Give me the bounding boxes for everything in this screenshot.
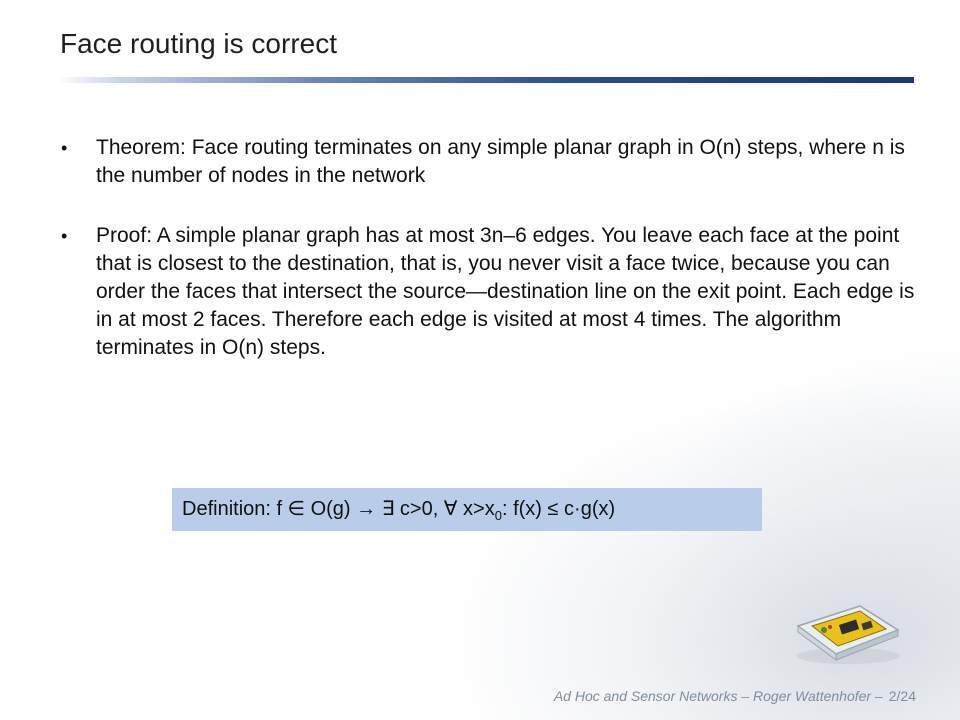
footer-course: Ad Hoc and Sensor Networks – Roger Wattenhofer – bbox=[553, 688, 883, 704]
bullet-proof bbox=[56, 222, 916, 362]
sensor-node-image bbox=[790, 596, 902, 666]
slide-title: Face routing is correct bbox=[60, 28, 337, 59]
bullet-marker: • bbox=[61, 226, 68, 246]
bullet-list bbox=[56, 134, 916, 362]
slide-footer bbox=[554, 688, 916, 704]
title-underline bbox=[56, 77, 914, 83]
definition-box bbox=[172, 488, 762, 531]
bullet-text: Theorem: Face routing terminates on any simple planar graph in O(n) steps, where n is the number of nodes in the network bbox=[96, 136, 905, 187]
bullet-theorem bbox=[56, 134, 916, 190]
bullet-text: Proof: A simple planar graph has at most 3n–6 edges. You leave each face at the point that is closest to the destination, that is, you never visit a face twice, because you can order the faces that intersect the source—destination line on the exit point. Each edge is in at most 2 faces. Therefore each edge is visited at most 4 times. The algorithm terminates in O(n) steps. bbox=[96, 224, 915, 359]
definition-prefix: Definition: f ∈ O(g) → ∃ c>0, ∀ x>x bbox=[182, 498, 495, 520]
definition-suffix: : f(x) ≤ c·g(x) bbox=[501, 498, 616, 520]
page-number: 2/24 bbox=[888, 688, 916, 704]
bullet-marker: • bbox=[61, 138, 68, 158]
definition-subscript: 0 bbox=[494, 508, 502, 523]
